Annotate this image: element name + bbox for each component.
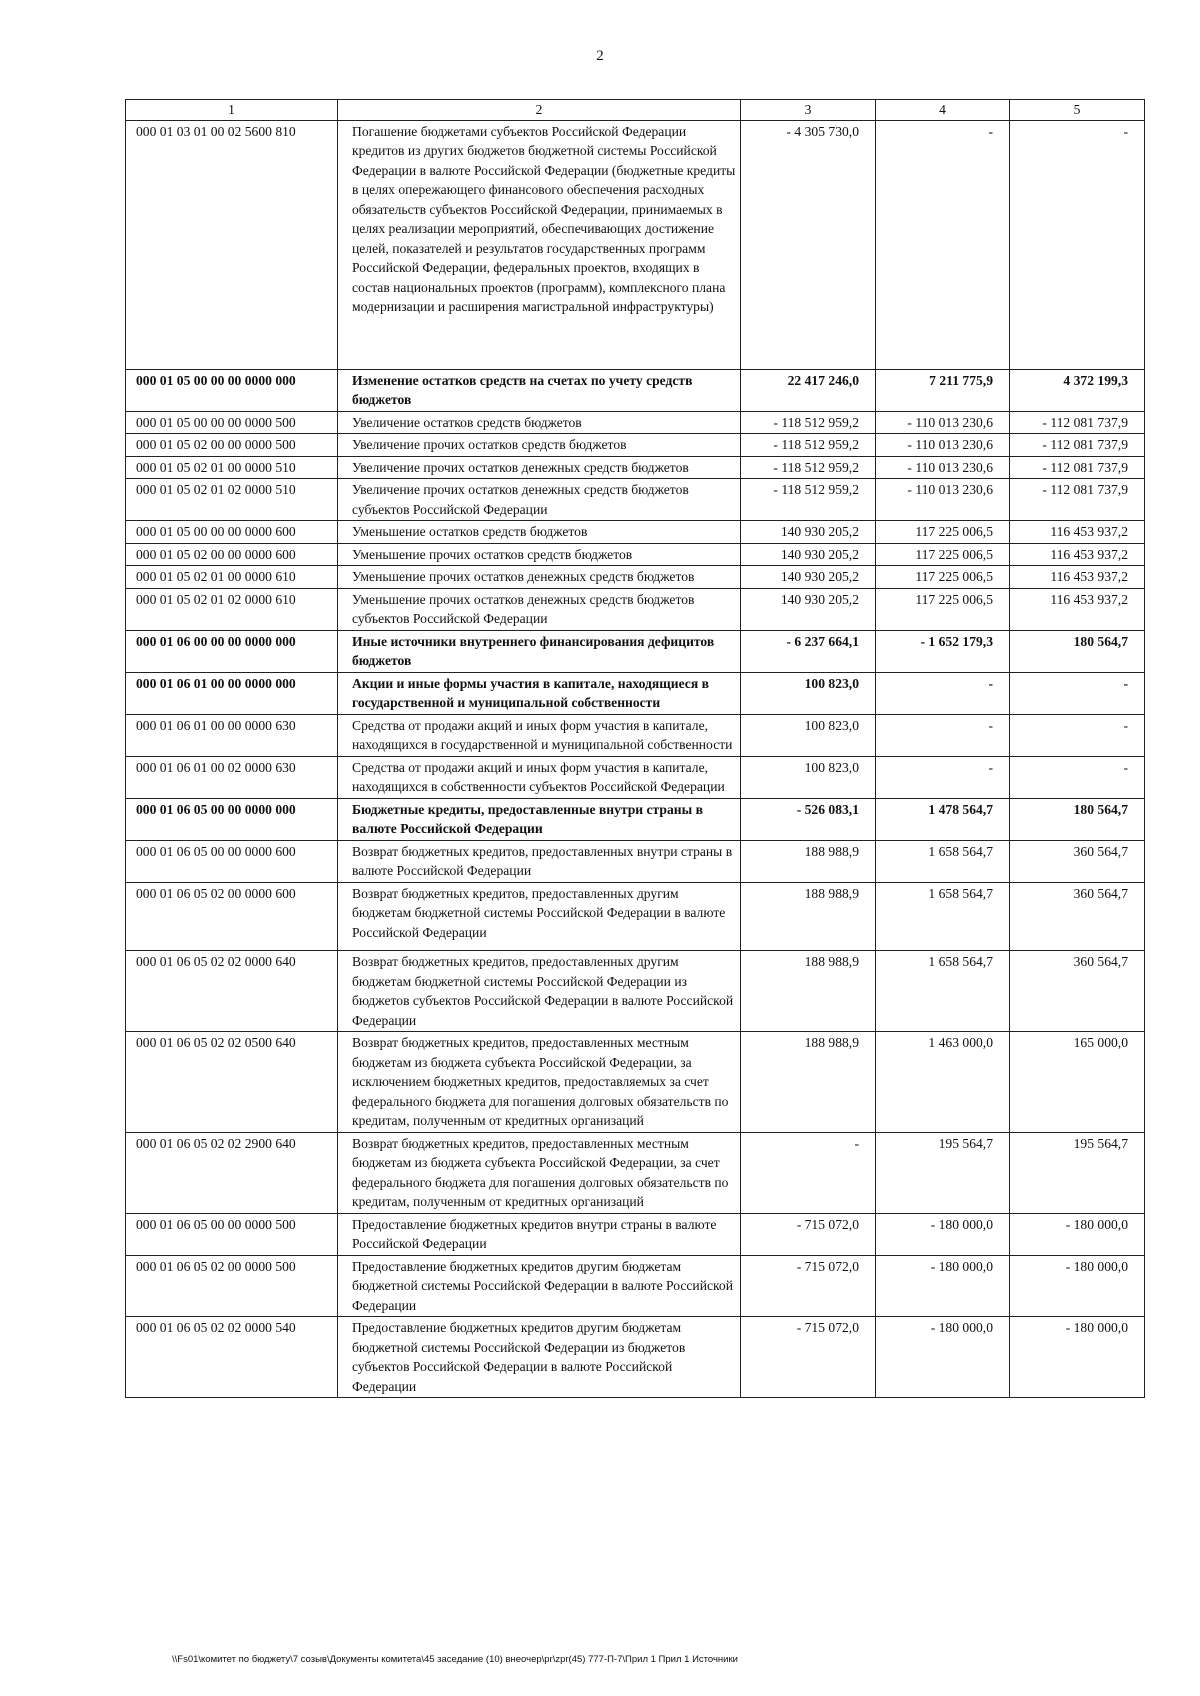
table-row xyxy=(126,672,1145,714)
row-value-5: - xyxy=(1010,120,1145,369)
table-row xyxy=(126,120,1145,369)
row-value-4: - 1 652 179,3 xyxy=(876,630,1010,672)
row-name: Увеличение прочих остатков денежных средств бюджетов субъектов Российской Федерации xyxy=(338,479,741,521)
row-code: 000 01 05 02 00 00 0000 600 xyxy=(126,543,338,566)
row-name: Средства от продажи акций и иных форм участия в капитале, находящихся в государственной и муниципальной собственности xyxy=(338,714,741,756)
row-value-4: - 180 000,0 xyxy=(876,1255,1010,1317)
row-value-4: - 180 000,0 xyxy=(876,1317,1010,1398)
row-name: Возврат бюджетных кредитов, предоставленных местным бюджетам из бюджета субъекта Российской Федерации, за исключением бюджетных кредитов, предоставляемых за счет федерального бюджета для погашения долговых обязательств по кредитам, полученным от кредитных организаций xyxy=(338,1032,741,1133)
row-value-3: - 6 237 664,1 xyxy=(741,630,876,672)
row-value-3: - 526 083,1 xyxy=(741,798,876,840)
row-code: 000 01 05 02 00 00 0000 500 xyxy=(126,434,338,457)
table-row xyxy=(126,434,1145,457)
header-col-3: 3 xyxy=(741,100,876,121)
row-code: 000 01 05 00 00 00 0000 500 xyxy=(126,411,338,434)
row-value-3: - 4 305 730,0 xyxy=(741,120,876,369)
row-value-4: - xyxy=(876,672,1010,714)
row-code: 000 01 06 01 00 02 0000 630 xyxy=(126,756,338,798)
row-value-5: - 112 081 737,9 xyxy=(1010,411,1145,434)
row-value-3: - 118 512 959,2 xyxy=(741,456,876,479)
row-value-3: 188 988,9 xyxy=(741,840,876,882)
row-code: 000 01 06 05 00 00 0000 000 xyxy=(126,798,338,840)
row-code: 000 01 05 02 01 02 0000 610 xyxy=(126,588,338,630)
row-value-3: - 715 072,0 xyxy=(741,1255,876,1317)
row-name: Возврат бюджетных кредитов, предоставленных другим бюджетам бюджетной системы Российской Федерации из бюджетов субъектов Российской Федерации в валюте Российской Федерации xyxy=(338,951,741,1032)
row-value-5: 116 453 937,2 xyxy=(1010,566,1145,589)
header-col-5: 5 xyxy=(1010,100,1145,121)
row-value-3: - 118 512 959,2 xyxy=(741,479,876,521)
row-code: 000 01 06 01 00 00 0000 630 xyxy=(126,714,338,756)
row-name: Средства от продажи акций и иных форм участия в капитале, находящихся в собственности субъектов Российской Федерации xyxy=(338,756,741,798)
row-value-5: 195 564,7 xyxy=(1010,1132,1145,1213)
table-row xyxy=(126,543,1145,566)
row-code: 000 01 05 02 01 02 0000 510 xyxy=(126,479,338,521)
row-name: Уменьшение прочих остатков денежных средств бюджетов субъектов Российской Федерации xyxy=(338,588,741,630)
row-code: 000 01 05 02 01 00 0000 510 xyxy=(126,456,338,479)
sources-table-container xyxy=(125,99,1144,1398)
row-name: Иные источники внутреннего финансирования дефицитов бюджетов xyxy=(338,630,741,672)
row-code: 000 01 06 05 02 02 0000 540 xyxy=(126,1317,338,1398)
table-row xyxy=(126,456,1145,479)
row-value-3: 140 930 205,2 xyxy=(741,521,876,544)
row-value-4: 1 478 564,7 xyxy=(876,798,1010,840)
row-name: Уменьшение прочих остатков средств бюджетов xyxy=(338,543,741,566)
table-row xyxy=(126,756,1145,798)
row-code: 000 01 06 05 02 02 0000 640 xyxy=(126,951,338,1032)
table-row xyxy=(126,1317,1145,1398)
row-value-5: - 112 081 737,9 xyxy=(1010,456,1145,479)
row-value-5: 360 564,7 xyxy=(1010,840,1145,882)
row-name: Возврат бюджетных кредитов, предоставленных местным бюджетам из бюджета субъекта Российской Федерации, за счет федерального бюджета для погашения долговых обязательств по кредитам, полученным от кредитных организаций xyxy=(338,1132,741,1213)
table-row xyxy=(126,798,1145,840)
row-value-5: 116 453 937,2 xyxy=(1010,588,1145,630)
row-value-5: 116 453 937,2 xyxy=(1010,543,1145,566)
row-value-5: 165 000,0 xyxy=(1010,1032,1145,1133)
row-code: 000 01 06 05 00 00 0000 500 xyxy=(126,1213,338,1255)
row-name: Уменьшение остатков средств бюджетов xyxy=(338,521,741,544)
row-value-3: 188 988,9 xyxy=(741,951,876,1032)
row-value-5: 116 453 937,2 xyxy=(1010,521,1145,544)
row-code: 000 01 06 05 00 00 0000 600 xyxy=(126,840,338,882)
row-value-5: 4 372 199,3 xyxy=(1010,369,1145,411)
row-name: Возврат бюджетных кредитов, предоставленных другим бюджетам бюджетной системы Российской Федерации в валюте Российской Федерации xyxy=(338,882,741,951)
table-row xyxy=(126,479,1145,521)
table-row xyxy=(126,1032,1145,1133)
row-value-5: - 112 081 737,9 xyxy=(1010,479,1145,521)
row-value-4: 1 658 564,7 xyxy=(876,951,1010,1032)
table-row xyxy=(126,1213,1145,1255)
row-code: 000 01 06 01 00 00 0000 000 xyxy=(126,672,338,714)
row-value-4: - 180 000,0 xyxy=(876,1213,1010,1255)
row-value-4: 1 658 564,7 xyxy=(876,882,1010,951)
footer-file-path: \\Fs01\комитет по бюджету\7 созыв\Документы комитета\45 заседание (10) внеочер\pr\zpr(45) 777-П-7\Прил 1 Прил 1 Источники xyxy=(172,1654,738,1665)
row-value-5: 180 564,7 xyxy=(1010,630,1145,672)
table-row xyxy=(126,411,1145,434)
row-code: 000 01 06 00 00 00 0000 000 xyxy=(126,630,338,672)
row-code: 000 01 06 05 02 02 0500 640 xyxy=(126,1032,338,1133)
row-value-3: 100 823,0 xyxy=(741,756,876,798)
row-value-4: - 110 013 230,6 xyxy=(876,479,1010,521)
table-header-row xyxy=(126,100,1145,121)
row-name: Уменьшение прочих остатков денежных средств бюджетов xyxy=(338,566,741,589)
row-value-4: 1 463 000,0 xyxy=(876,1032,1010,1133)
table-row xyxy=(126,714,1145,756)
row-value-5: 360 564,7 xyxy=(1010,882,1145,951)
row-value-4: - 110 013 230,6 xyxy=(876,456,1010,479)
row-name: Предоставление бюджетных кредитов другим бюджетам бюджетной системы Российской Федерации из бюджетов субъектов Российской Федерации в валюте Российской Федерации xyxy=(338,1317,741,1398)
row-code: 000 01 05 02 01 00 0000 610 xyxy=(126,566,338,589)
row-name: Увеличение прочих остатков средств бюджетов xyxy=(338,434,741,457)
row-code: 000 01 05 00 00 00 0000 000 xyxy=(126,369,338,411)
table-row xyxy=(126,566,1145,589)
row-value-3: 140 930 205,2 xyxy=(741,566,876,589)
table-row xyxy=(126,630,1145,672)
row-value-4: 195 564,7 xyxy=(876,1132,1010,1213)
row-code: 000 01 06 05 02 00 0000 500 xyxy=(126,1255,338,1317)
row-value-4: - xyxy=(876,120,1010,369)
page-number: 2 xyxy=(596,48,604,64)
row-value-4: 7 211 775,9 xyxy=(876,369,1010,411)
header-col-4: 4 xyxy=(876,100,1010,121)
row-value-3: 140 930 205,2 xyxy=(741,588,876,630)
row-value-5: - xyxy=(1010,756,1145,798)
row-name: Погашение бюджетами субъектов Российской Федерации кредитов из других бюджетов бюджетной системы Российской Федерации в валюте Российской Федерации (бюджетные кредиты в целях опережающего финансового обеспечения расходных обязательств субъектов Российской Федерации, принимаемых в целях реализации мероприятий, обеспечивающих достижение целей, показателей и результатов государственных программ Российской Федерации, федеральных проектов, входящих в состав национальных проектов (программ), комплексного плана модернизации и расширения магистральной инфраструктуры) xyxy=(338,120,741,369)
row-code: 000 01 05 00 00 00 0000 600 xyxy=(126,521,338,544)
header-col-2: 2 xyxy=(338,100,741,121)
row-name: Предоставление бюджетных кредитов внутри страны в валюте Российской Федерации xyxy=(338,1213,741,1255)
row-value-5: - 180 000,0 xyxy=(1010,1213,1145,1255)
row-value-4: 117 225 006,5 xyxy=(876,588,1010,630)
row-value-4: - 110 013 230,6 xyxy=(876,434,1010,457)
row-value-3: - 715 072,0 xyxy=(741,1317,876,1398)
row-value-4: - 110 013 230,6 xyxy=(876,411,1010,434)
row-value-3: 22 417 246,0 xyxy=(741,369,876,411)
row-name: Возврат бюджетных кредитов, предоставленных внутри страны в валюте Российской Федерации xyxy=(338,840,741,882)
row-name: Изменение остатков средств на счетах по учету средств бюджетов xyxy=(338,369,741,411)
row-code: 000 01 06 05 02 02 2900 640 xyxy=(126,1132,338,1213)
sources-table xyxy=(125,99,1145,1398)
row-value-4: 117 225 006,5 xyxy=(876,543,1010,566)
table-row xyxy=(126,369,1145,411)
row-value-3: - xyxy=(741,1132,876,1213)
row-value-5: - 180 000,0 xyxy=(1010,1255,1145,1317)
row-value-5: - xyxy=(1010,672,1145,714)
row-value-4: 117 225 006,5 xyxy=(876,566,1010,589)
row-name: Увеличение прочих остатков денежных средств бюджетов xyxy=(338,456,741,479)
row-value-5: - xyxy=(1010,714,1145,756)
table-row xyxy=(126,1132,1145,1213)
table-row xyxy=(126,951,1145,1032)
row-name: Акции и иные формы участия в капитале, находящиеся в государственной и муниципальной собственности xyxy=(338,672,741,714)
table-row xyxy=(126,588,1145,630)
row-value-3: 100 823,0 xyxy=(741,672,876,714)
row-value-4: 1 658 564,7 xyxy=(876,840,1010,882)
row-value-5: - 112 081 737,9 xyxy=(1010,434,1145,457)
row-value-3: 140 930 205,2 xyxy=(741,543,876,566)
row-value-3: 188 988,9 xyxy=(741,1032,876,1133)
row-value-3: - 118 512 959,2 xyxy=(741,434,876,457)
row-name: Бюджетные кредиты, предоставленные внутри страны в валюте Российской Федерации xyxy=(338,798,741,840)
table-row xyxy=(126,521,1145,544)
header-col-1: 1 xyxy=(126,100,338,121)
row-value-3: - 118 512 959,2 xyxy=(741,411,876,434)
row-value-4: - xyxy=(876,714,1010,756)
row-value-3: 100 823,0 xyxy=(741,714,876,756)
table-row xyxy=(126,840,1145,882)
row-value-5: 180 564,7 xyxy=(1010,798,1145,840)
row-value-3: 188 988,9 xyxy=(741,882,876,951)
row-value-3: - 715 072,0 xyxy=(741,1213,876,1255)
row-value-4: - xyxy=(876,756,1010,798)
table-row xyxy=(126,1255,1145,1317)
row-code: 000 01 03 01 00 02 5600 810 xyxy=(126,120,338,369)
table-row xyxy=(126,882,1145,951)
row-name: Предоставление бюджетных кредитов другим бюджетам бюджетной системы Российской Федерации в валюте Российской Федерации xyxy=(338,1255,741,1317)
row-code: 000 01 06 05 02 00 0000 600 xyxy=(126,882,338,951)
row-value-5: - 180 000,0 xyxy=(1010,1317,1145,1398)
row-name: Увеличение остатков средств бюджетов xyxy=(338,411,741,434)
table-body xyxy=(126,120,1145,1398)
row-value-4: 117 225 006,5 xyxy=(876,521,1010,544)
row-value-5: 360 564,7 xyxy=(1010,951,1145,1032)
